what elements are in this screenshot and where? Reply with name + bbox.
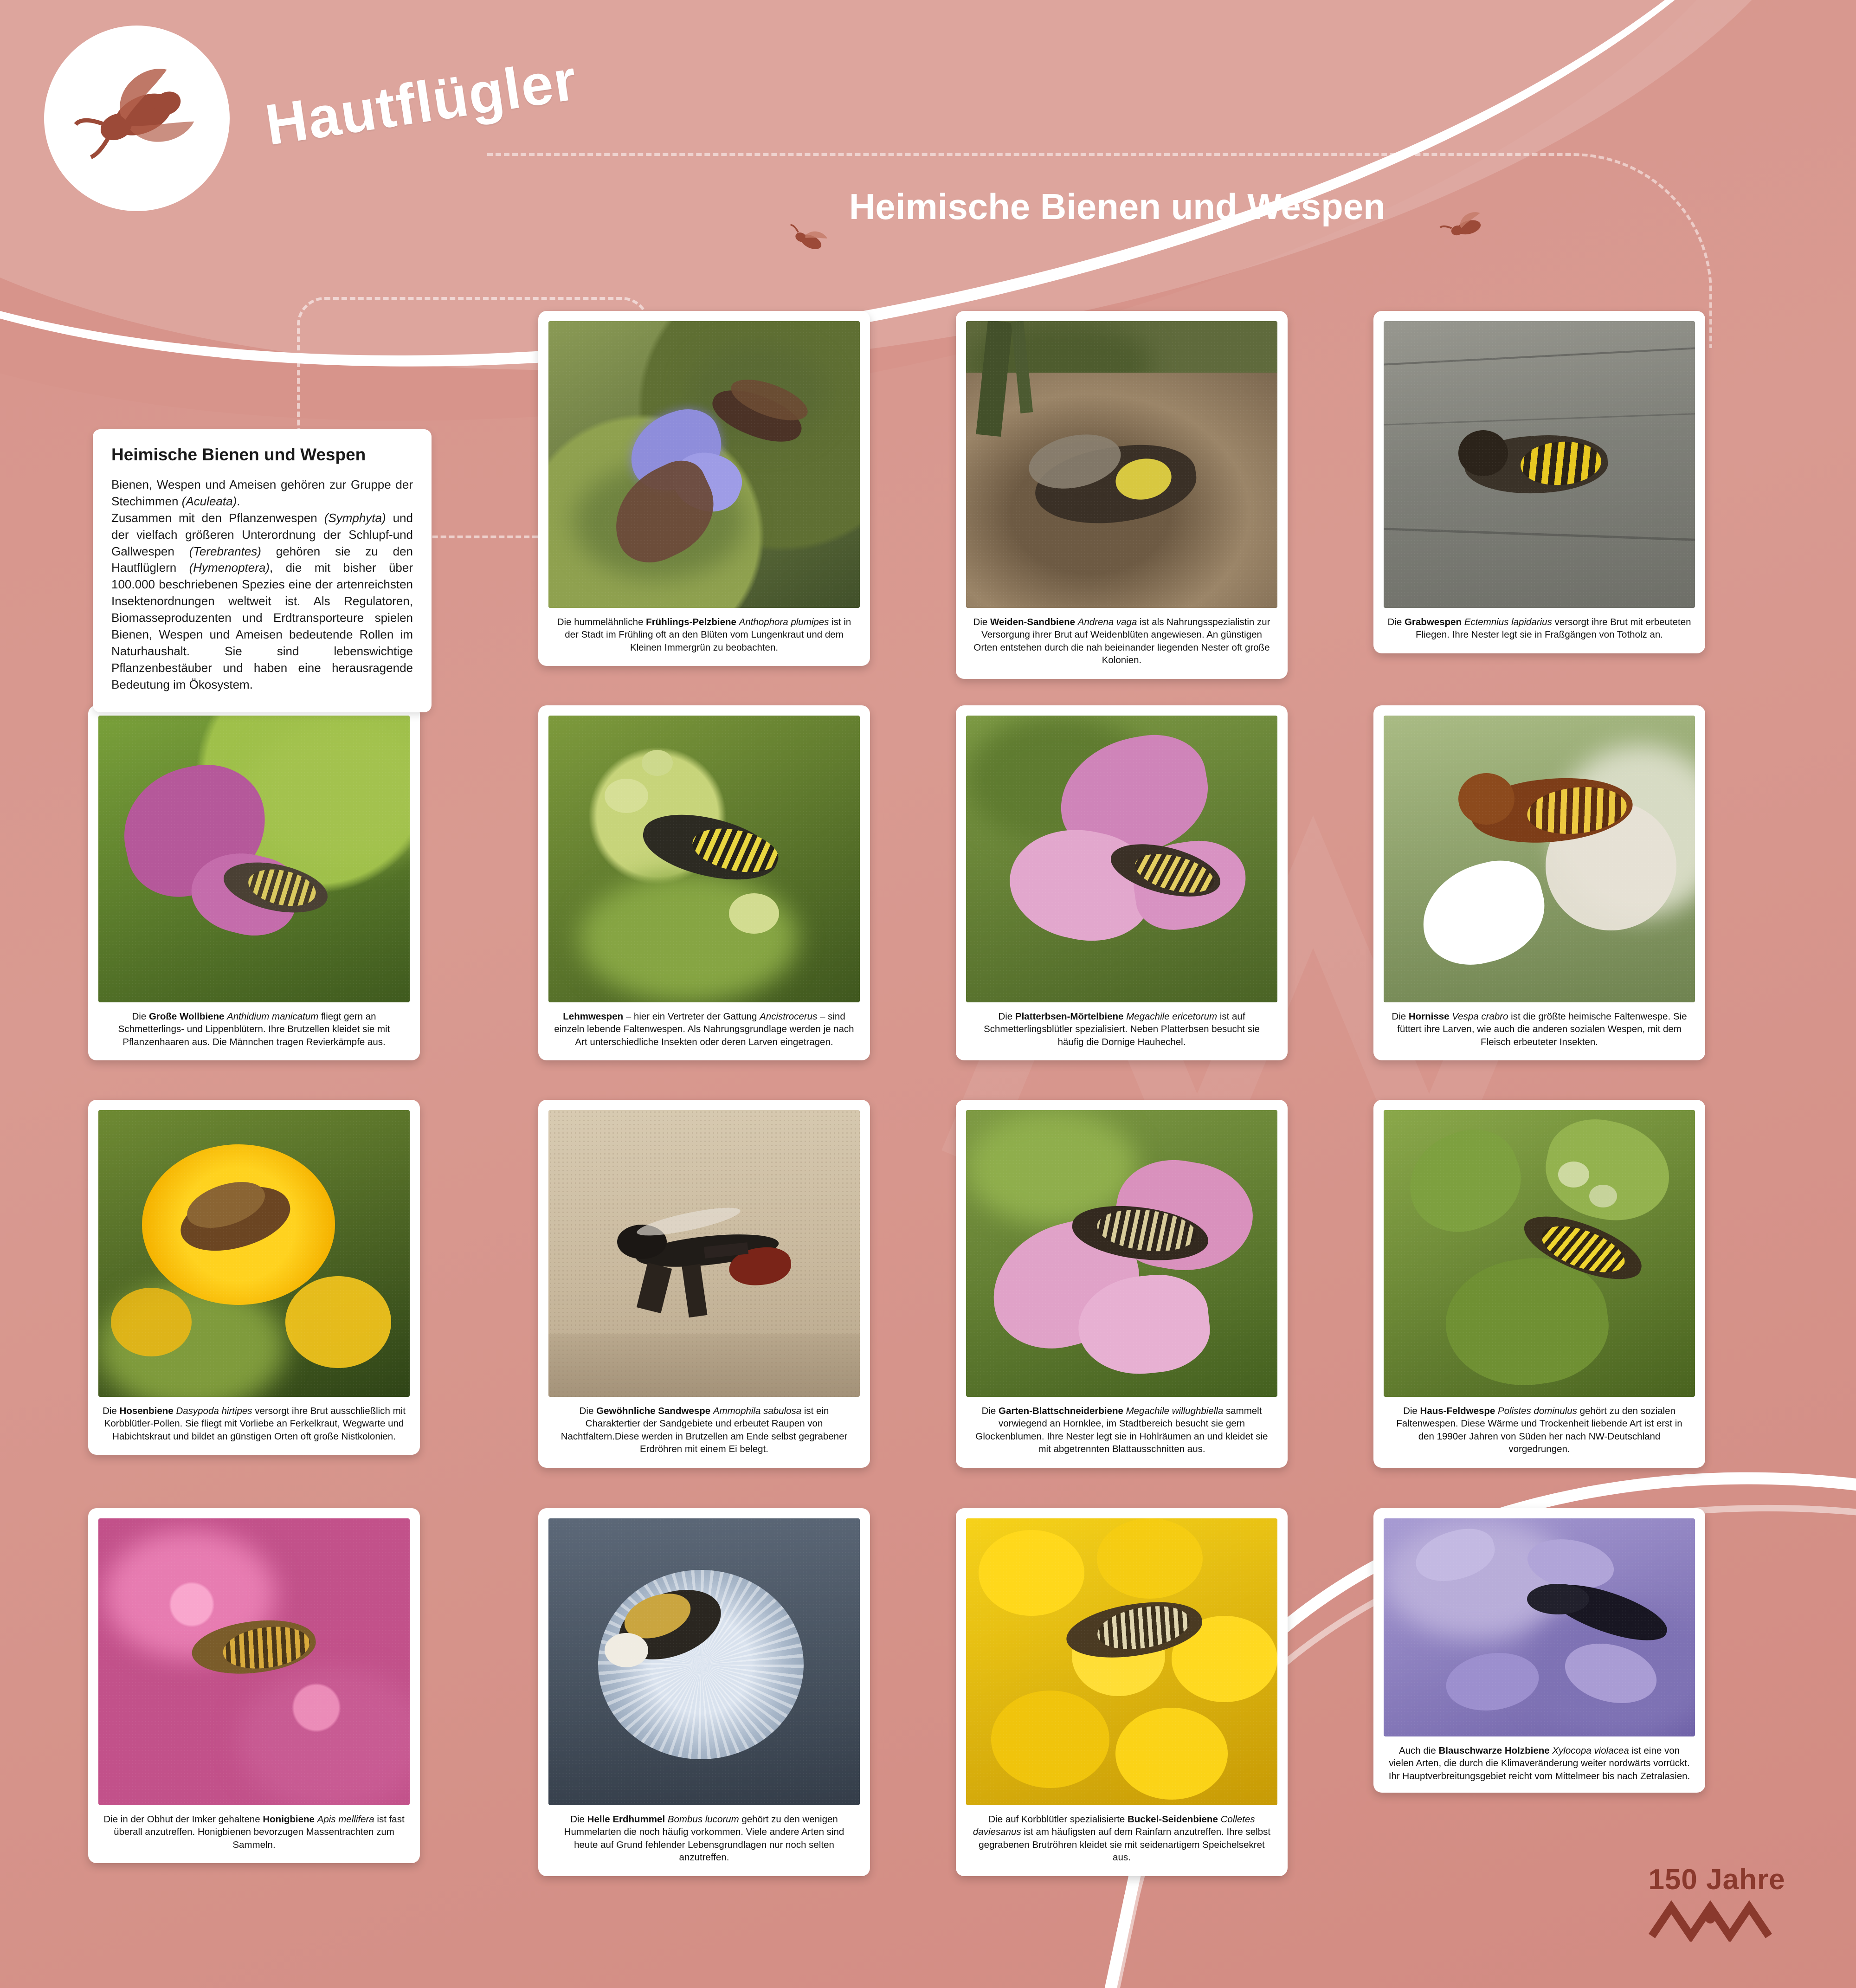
- intro-card: [93, 429, 432, 712]
- species-photo: [1384, 1518, 1695, 1736]
- bee-icon: [1434, 197, 1494, 258]
- page-title: Hautflügler: [261, 47, 581, 158]
- species-caption: Lehmwespen – hier ein Vertreter der Gattung Ancistrocerus – sind einzeln lebende Faltenwespen. Als Nahrungsgrundlage werden je nach Art unterschiedliche Insekten oder deren Larven eingetragen.: [554, 1011, 854, 1047]
- species-photo: [1384, 321, 1695, 608]
- species-photo: [548, 716, 860, 1002]
- species-photo: [98, 716, 410, 1002]
- species-photo: [98, 1518, 410, 1805]
- species-photo: [1384, 1110, 1695, 1397]
- species-photo: [98, 1110, 410, 1397]
- species-card[interactable]: [1373, 1100, 1705, 1468]
- species-photo: [548, 1110, 860, 1397]
- species-card[interactable]: [956, 1508, 1288, 1876]
- species-card[interactable]: [538, 1508, 870, 1876]
- species-caption: Die Garten-Blattschneiderbiene Megachile willughbiella sammelt vorwiegend an Hornklee, im Stadtbereich besucht sie gern Glockenblumen. Ihre Nester legt sie in Hohlräumen an und kleidet sie mit abgetrennten Blattausschnitten aus.: [975, 1406, 1268, 1455]
- species-caption: Die hummelähnliche Frühlings-Pelzbiene Anthophora plumipes ist in der Stadt im Frühling oft an den Blüten vom Lungenkraut und dem Kleinen Immergrün zu beobachten.: [557, 617, 851, 653]
- species-card[interactable]: [538, 705, 870, 1060]
- species-caption: Die Haus-Feldwespe Polistes dominulus gehört zu den sozialen Faltenwespen. Diese Wärme und Trockenheit liebende Art ist erst in den 1990er Jahren von Süden her nach NW-Deutschland vorgedrungen.: [1396, 1406, 1682, 1455]
- species-photo: [966, 321, 1277, 608]
- species-card[interactable]: [1373, 311, 1705, 653]
- species-photo: [966, 716, 1277, 1002]
- species-caption: Die Große Wollbiene Anthidium manicatum fliegt gern an Schmetterlings- und Lippenblütern. Ihre Brutzellen kleidet sie mit Pflanzenhaaren aus. Die Männchen tragen Revierkämpfe aus.: [118, 1011, 390, 1047]
- species-card[interactable]: [1373, 705, 1705, 1060]
- species-caption: Die Helle Erdhummel Bombus lucorum gehört zu den wenigen Hummelarten die noch häufig vorkommen. Viele andere Arten sind heute auf Grund fehlender Lebensgrundlagen nur noch selten anzutreffen.: [564, 1814, 844, 1863]
- species-photo: [548, 1518, 860, 1805]
- footer-logo: [1647, 1863, 1786, 1944]
- bee-icon: [67, 48, 206, 189]
- species-caption: Die Platterbsen-Mörtelbiene Megachile ericetorum ist auf Schmetterlingsblütler spezialisiert. Neben Platterbsen besucht sie häufig die Dornige Hauhechel.: [984, 1011, 1260, 1047]
- species-card[interactable]: [956, 311, 1288, 679]
- subject-title: Heimische Bienen und Wespen: [849, 186, 1386, 227]
- species-caption: Die in der Obhut der Imker gehaltene Honigbiene Apis mellifera ist fast überall anzutreffen. Honigbienen bevorzugen Massentrachten zum Sammeln.: [103, 1814, 405, 1850]
- logo-badge: [44, 26, 230, 211]
- intro-heading: Heimische Bienen und Wespen: [111, 445, 366, 464]
- species-card[interactable]: [88, 1100, 420, 1455]
- nvw-logo-icon: [1647, 1936, 1786, 1943]
- species-photo: [1384, 716, 1695, 1002]
- species-card[interactable]: [88, 705, 420, 1060]
- species-card[interactable]: [538, 311, 870, 666]
- species-card[interactable]: [88, 1508, 420, 1863]
- species-caption: Die auf Korbblütler spezialisierte Buckel-Seidenbiene Colletes daviesanus ist am häufigsten auf dem Rainfarn anzutreffen. Ihre selbst gegrabenen Brutröhren kleidet sie mit seidenartigem Speichelsekret aus.: [973, 1814, 1271, 1863]
- species-caption: Die Hornisse Vespa crabro ist die größte heimische Faltenwespe. Sie füttert ihre Larven, wie auch die anderen sozialen Wespen, mit dem Fleisch erbeuteter Insekten.: [1392, 1011, 1687, 1047]
- species-card[interactable]: [956, 1100, 1288, 1468]
- species-caption: Die Weiden-Sandbiene Andrena vaga ist als Nahrungsspezialistin zur Versorgung ihrer Brut auf Weidenblüten angewiesen. An günstigen Orten entstehen durch die nah beieinander liegenden Nester oft große Kolonien.: [973, 617, 1270, 666]
- intro-paragraph-1: Bienen, Wespen und Ameisen gehören zur Gruppe der Stechimmen (Aculeata). Zusammen mit den Pflanzenwespen (Symphyta) und der vielfach größeren Unterordnung der Schlupf-und Gallwespen (Terebrantes) gehören sie zu den Hautflüglern (Hymenoptera), die mit bisher über 100.000 beschriebenen Spezies eine der artenreichsten Insektenordnungen weltweit ist. Als Regulatoren, Biomasseproduzenten und Erdtransporteure spielen Bienen, Wespen und Ameisen bedeutende Rollen im Naturhaushalt. Sie sind lebenswichtige Pflanzenbestäuber und haben eine herausragende Bedeutung im Ökosystem.: [111, 478, 413, 691]
- species-photo: [548, 321, 860, 608]
- species-photo: [966, 1110, 1277, 1397]
- species-card[interactable]: [538, 1100, 870, 1468]
- anniversary-label: 150 Jahre: [1648, 1864, 1785, 1896]
- species-caption: Die Grabwespen Ectemnius lapidarius versorgt ihre Brut mit erbeuteten Fliegen. Ihre Nester legt sie in Fraßgängen von Totholz an.: [1387, 617, 1691, 640]
- bee-icon: [780, 211, 835, 267]
- species-card[interactable]: [1373, 1508, 1705, 1793]
- species-caption: Auch die Blauschwarze Holzbiene Xylocopa violacea ist eine von vielen Arten, die durch die Klimaveränderung weiter nordwärts vorrückt. Ihr Hauptverbreitungsgebiet reicht vom Mittelmeer bis nach Zetralasien.: [1388, 1745, 1690, 1781]
- species-photo: [966, 1518, 1277, 1805]
- species-caption: Die Gewöhnliche Sandwespe Ammophila sabulosa ist ein Charaktertier der Sandgebiete und erbeutet Raupen von Nachtfaltern.Diese werden in Brutzellen am Ende selbst gegrabener Erdröhren mit einem Ei belegt.: [561, 1406, 848, 1455]
- species-caption: Die Hosenbiene Dasypoda hirtipes versorgt ihre Brut ausschließlich mit Korbblütler-Pollen. Sie fliegt mit Vorliebe an Ferkelkraut, Wegwarte und Habichtskraut und bildet an günstigen Orten oft große Nistkolonien.: [103, 1406, 406, 1442]
- species-card[interactable]: [956, 705, 1288, 1060]
